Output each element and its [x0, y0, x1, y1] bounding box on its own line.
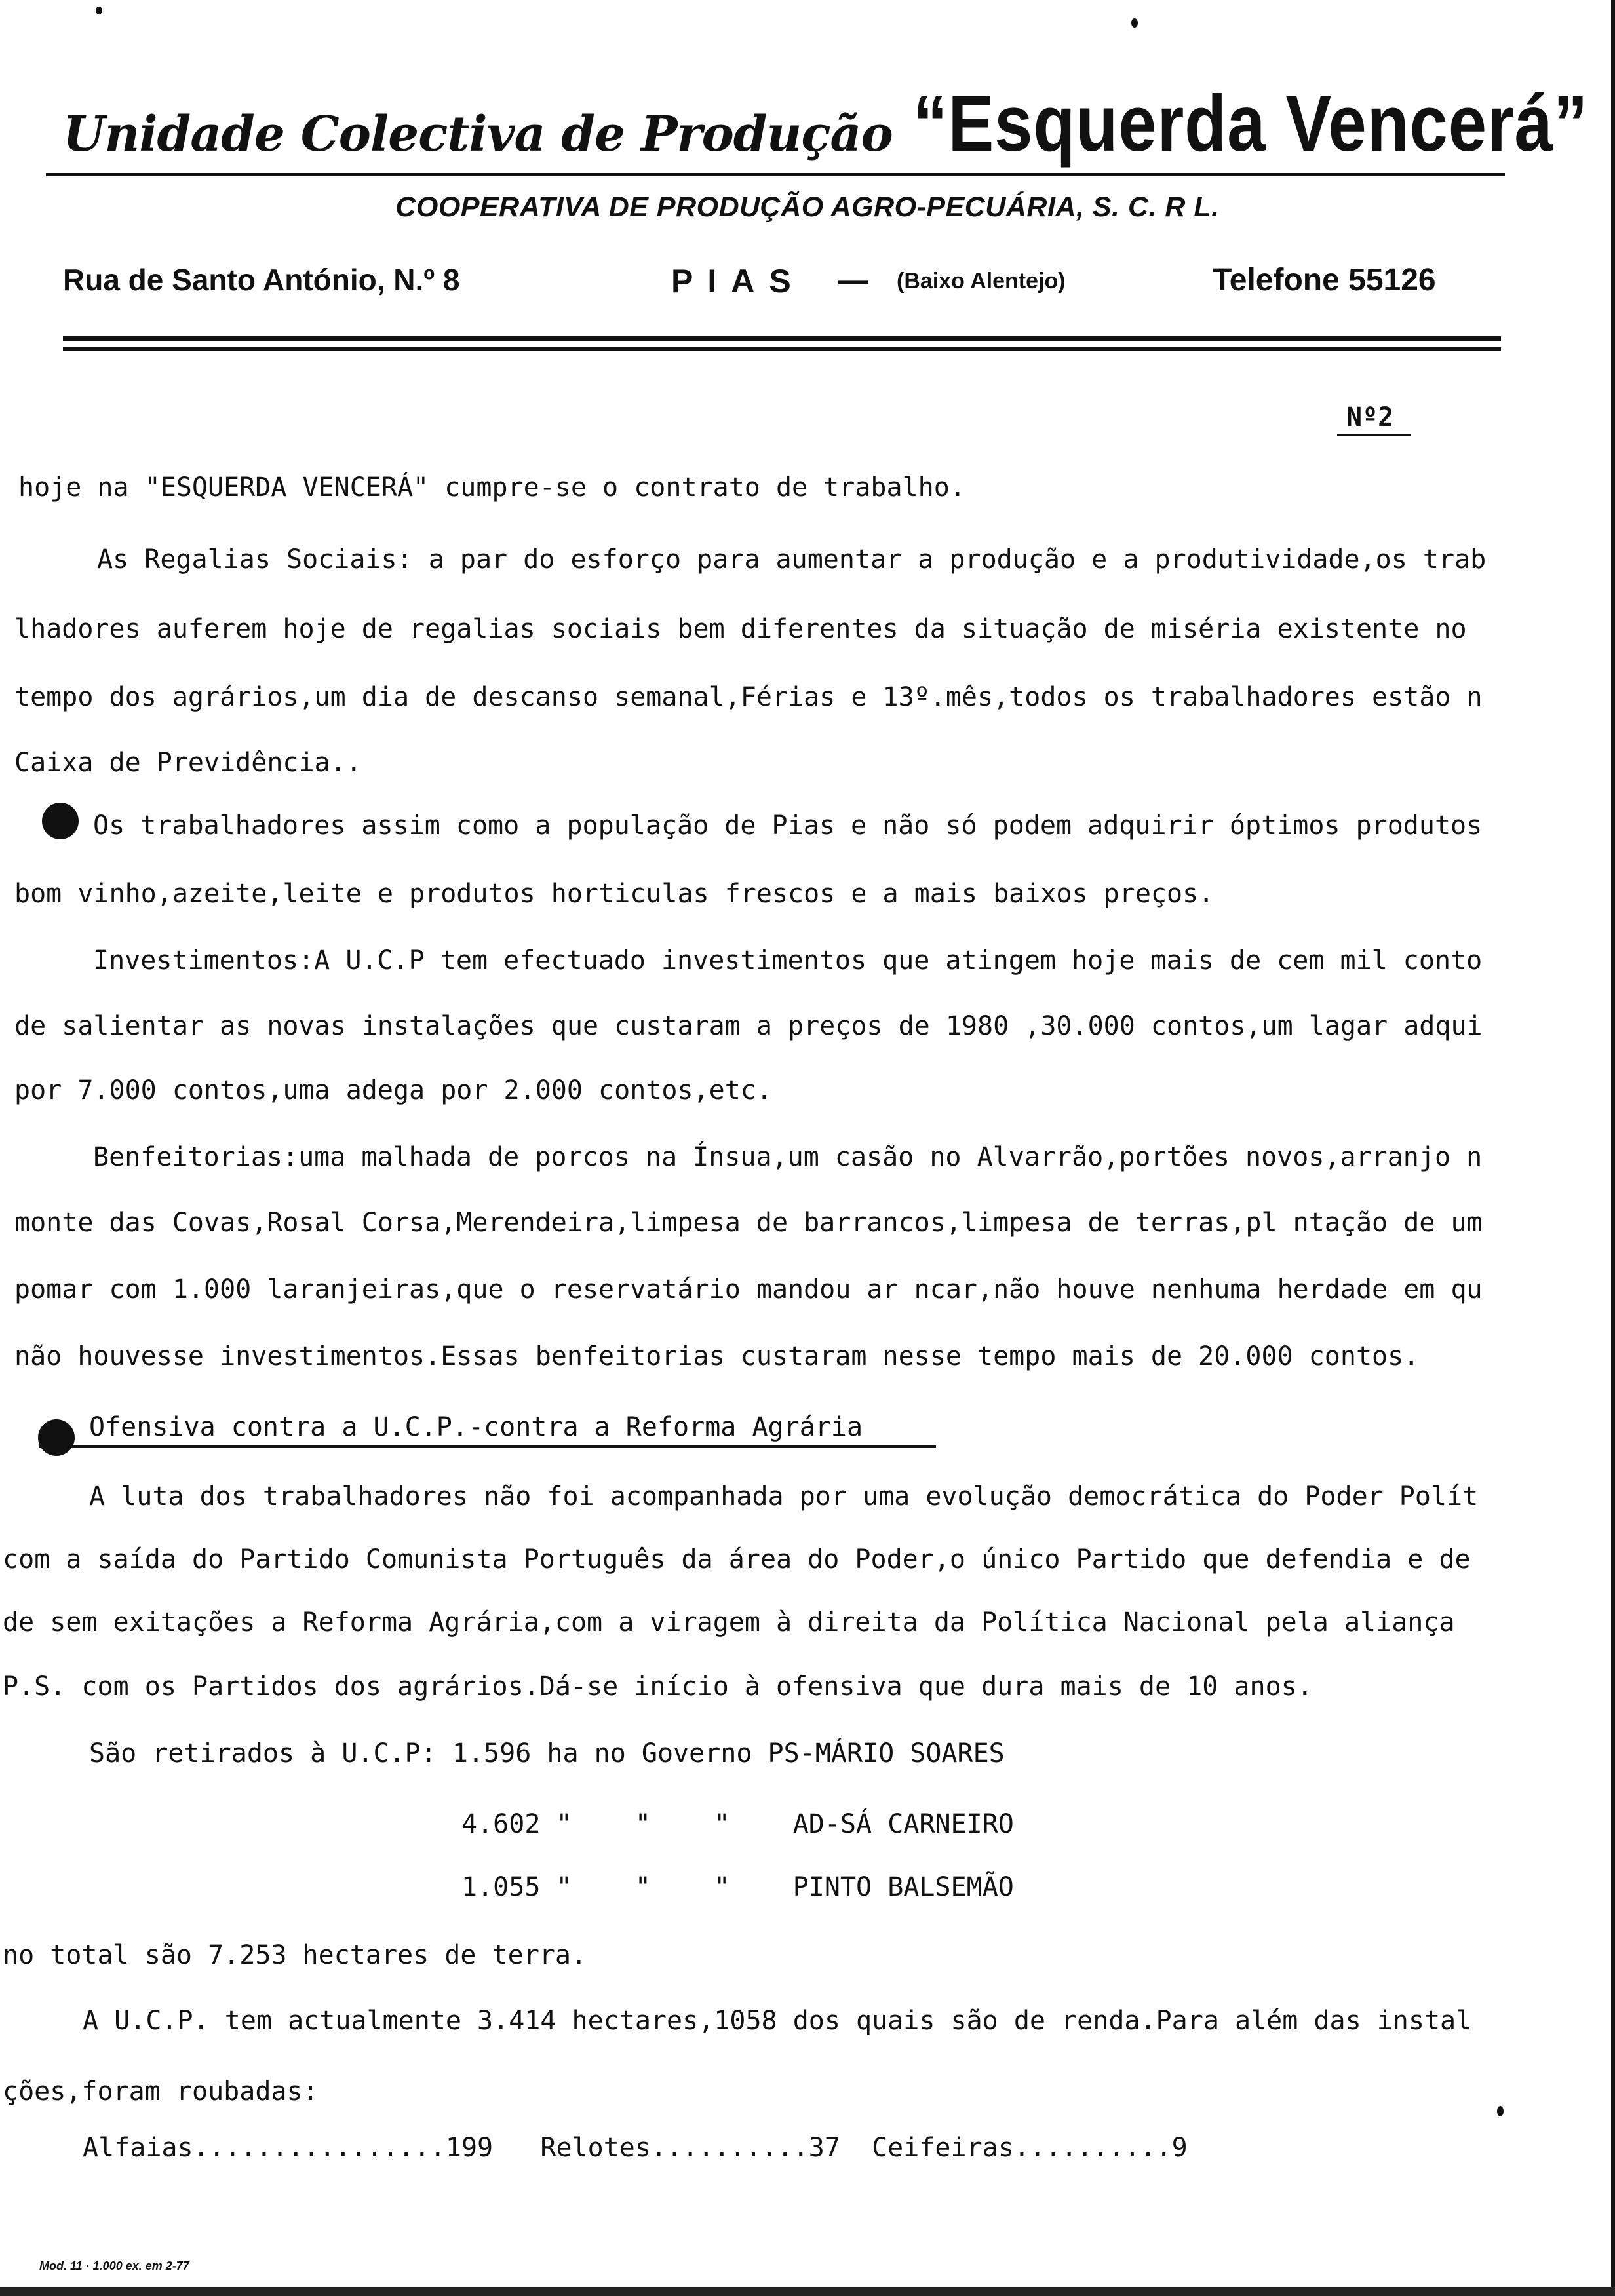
body-line: São retirados à U.C.P: 1.596 ha no Governo PS-MÁRIO SOARES [89, 1738, 1005, 1769]
body-line: Caixa de Previdência.. [14, 748, 362, 778]
form-code-footer: Mod. 11 · 1.000 ex. em 2-77 [39, 2259, 189, 2272]
body-line: lhadores auferem hoje de regalias sociais bem diferentes da situação de miséria existente no [14, 614, 1467, 644]
section-heading: Ofensiva contra a U.C.P.-contra a Reforma Agrária [89, 1412, 863, 1442]
letterhead-name-brand: “Esquerda Vencerá” [913, 79, 1589, 168]
ink-speck [96, 7, 102, 14]
body-line: com a saída do Partido Comunista Português da área do Poder,o único Partido que defendia e de [3, 1544, 1471, 1575]
page-number-underline [1337, 434, 1411, 436]
bullet-dot [38, 1419, 75, 1456]
body-line: monte das Covas,Rosal Corsa,Merendeira,limpesa de barrancos,limpesa de terras,pl ntação de um [14, 1208, 1483, 1238]
bullet-dot [42, 803, 79, 839]
body-line: por 7.000 contos,uma adega por 2.000 contos,etc. [14, 1075, 772, 1105]
body-line: Os trabalhadores assim como a população de Pias e não só podem adquirir óptimos produtos [93, 811, 1483, 841]
body-line: 1.055 " " " PINTO BALSEMÃO [461, 1872, 1014, 1902]
body-line: 4.602 " " " AD-SÁ CARNEIRO [461, 1809, 1014, 1839]
letterhead-title [63, 77, 1589, 169]
body-line: Benfeitorias:uma malhada de porcos na Ínsua,um casão no Alvarrão,portões novos,arranjo n [93, 1142, 1483, 1172]
letterhead-dash: — [838, 263, 868, 297]
letterhead-subtitle: COOPERATIVA DE PRODUÇÃO AGRO-PECUÁRIA, S. C. R L. [395, 191, 1220, 223]
letterhead-rule [46, 173, 1505, 176]
letterhead-street: Rua de Santo António, N.º 8 [63, 263, 460, 297]
letterhead-region: (Baixo Alentejo) [897, 269, 1066, 294]
letterhead-double-rule [63, 347, 1501, 351]
page-edge [1611, 0, 1615, 2296]
body-line: Investimentos:A U.C.P tem efectuado investimentos que atingem hoje mais de cem mil conto [93, 946, 1483, 976]
body-line: Alfaias................199 Relotes..........37 Ceifeiras..........9 [83, 2133, 1188, 2163]
body-line: bom vinho,azeite,leite e produtos horticulas frescos e a mais baixos preços. [14, 879, 1215, 909]
letterhead-name-script: Unidade Colectiva de Produção [63, 106, 893, 163]
body-line: pomar com 1.000 laranjeiras,que o reservatário mandou ar ncar,não houve nenhuma herdade em qu [14, 1274, 1483, 1305]
body-line: ções,foram roubadas: [3, 2076, 319, 2107]
letterhead-town: PIAS [671, 263, 806, 299]
body-line: A luta dos trabalhadores não foi acompanhada por uma evolução democrática do Poder Polít [89, 1482, 1479, 1512]
body-line: não houvesse investimentos.Essas benfeitorias custaram nesse tempo mais de 20.000 contos. [14, 1341, 1420, 1371]
body-line: hoje na "ESQUERDA VENCERÁ" cumpre-se o contrato de trabalho. [18, 472, 965, 503]
letterhead-phone: Telefone 55126 [1213, 263, 1436, 297]
page-edge [0, 2287, 1615, 2296]
ink-speck [1131, 18, 1138, 28]
body-line: tempo dos agrários,um dia de descanso semanal,Férias e 13º.mês,todos os trabalhadores estão n [14, 682, 1483, 712]
page-number: Nº2 [1346, 402, 1394, 432]
section-heading-underline [39, 1445, 936, 1448]
body-line: As Regalias Sociais: a par do esforço para aumentar a produção e a produtividade,os trab [97, 545, 1487, 575]
letterhead-double-rule [63, 336, 1501, 341]
body-line: P.S. com os Partidos dos agrários.Dá-se início à ofensiva que dura mais de 10 anos. [3, 1672, 1313, 1702]
ink-speck [1497, 2106, 1504, 2116]
body-line: de sem exitações a Reforma Agrária,com a viragem à direita da Política Nacional pela aliança [3, 1607, 1455, 1637]
body-line: de salientar as novas instalações que custaram a preços de 1980 ,30.000 contos,um lagar adqui [14, 1011, 1483, 1041]
body-line: no total são 7.253 hectares de terra. [3, 1940, 587, 1970]
body-line: A U.C.P. tem actualmente 3.414 hectares,1058 dos quais são de renda.Para além das instal [83, 2006, 1472, 2036]
